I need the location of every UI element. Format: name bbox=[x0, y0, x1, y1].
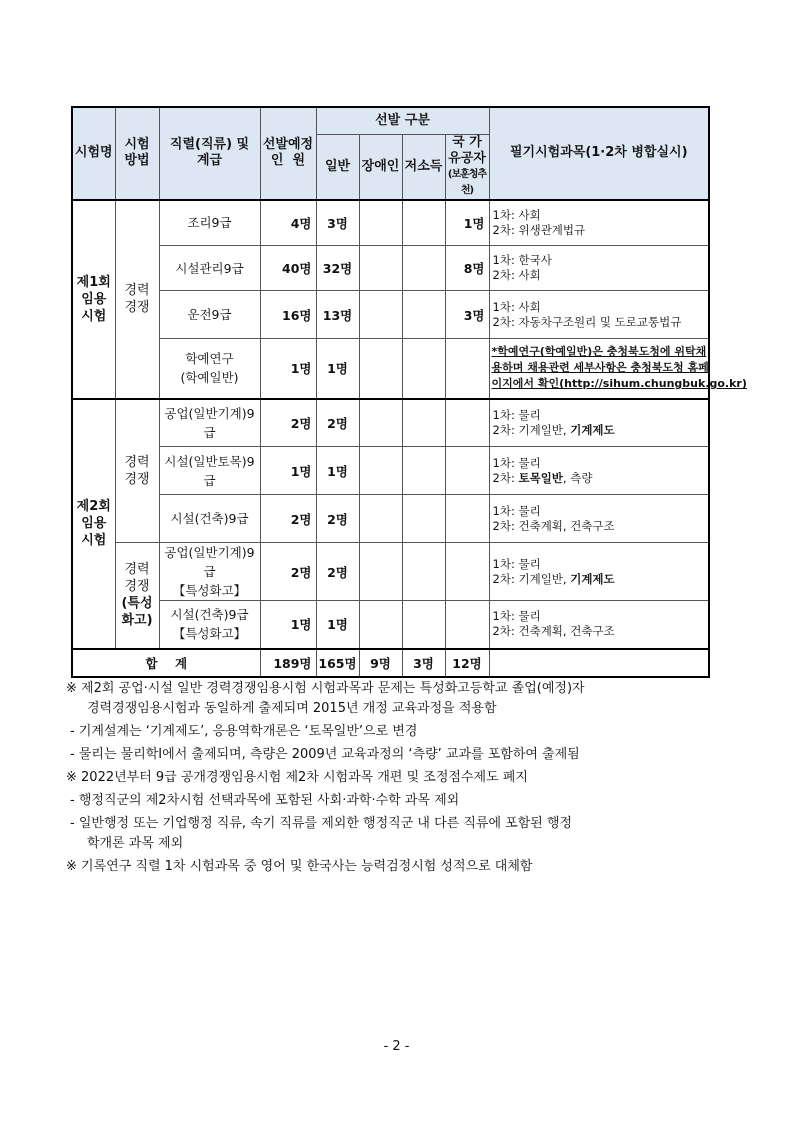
planned-cell: 4명 bbox=[260, 200, 316, 246]
total-low-income: 3명 bbox=[402, 649, 445, 677]
table-row bbox=[72, 246, 709, 291]
planned-cell: 16명 bbox=[260, 291, 316, 339]
header-subjects: 필기시험과목(1·2차 병합실시) bbox=[489, 107, 709, 200]
exam2-method-specialized: 경력 경쟁 (특성 화고) bbox=[115, 543, 159, 649]
planned-cell: 1명 bbox=[260, 601, 316, 649]
disabled-cell bbox=[359, 399, 402, 447]
general-cell: 13명 bbox=[316, 291, 359, 339]
subjects-note-cell: *학예연구(학예일반)은 충청북도청에 위탁채 용하며 채용관련 세부사항은 충청북도청 홈페 이지에서 확인(http://sihum.chungbuk.go.kr) bbox=[489, 339, 709, 399]
note-line: 학개론 과목 제외 bbox=[87, 836, 184, 851]
veteran-cell bbox=[445, 601, 489, 649]
disabled-cell bbox=[359, 447, 402, 495]
subjects-cell: 1차: 사회 2차: 자동차구조원리 및 도로교통법규 bbox=[489, 291, 709, 339]
general-cell: 2명 bbox=[316, 543, 359, 601]
disabled-cell bbox=[359, 339, 402, 399]
position-cell: 시설(건축)9급 【특성화고】 bbox=[159, 601, 260, 649]
table-row bbox=[72, 543, 709, 601]
header-selection-group: 선발 구분 bbox=[316, 107, 489, 134]
disabled-cell bbox=[359, 291, 402, 339]
header-general: 일반 bbox=[316, 134, 359, 200]
total-disabled: 9명 bbox=[359, 649, 402, 677]
table-row bbox=[72, 601, 709, 649]
low-income-cell bbox=[402, 399, 445, 447]
veteran-cell: 1명 bbox=[445, 200, 489, 246]
position-cell: 조리9급 bbox=[159, 200, 260, 246]
low-income-cell bbox=[402, 601, 445, 649]
note-line: ※ 2022년부터 9급 공개경쟁임용시험 제2차 시험과목 개편 및 조정점수제도 폐지 bbox=[66, 770, 528, 785]
exam1-name: 제1회 임용 시험 bbox=[72, 200, 115, 399]
position-cell: 시설(건축)9급 bbox=[159, 495, 260, 543]
note-line: - 일반행정 또는 기업행정 직류, 속기 직류를 제외한 행정직군 내 다른 직류에 포함된 행정 bbox=[70, 816, 573, 831]
table-row bbox=[72, 447, 709, 495]
low-income-cell bbox=[402, 543, 445, 601]
general-cell: 3명 bbox=[316, 200, 359, 246]
total-row bbox=[72, 649, 709, 677]
header-veteran: 국 가 유공자 (보훈청추천) bbox=[445, 134, 489, 200]
veteran-cell: 3명 bbox=[445, 291, 489, 339]
table-row bbox=[72, 339, 709, 399]
total-label: 합 계 bbox=[72, 649, 260, 677]
position-cell: 학예연구 (학예일반) bbox=[159, 339, 260, 399]
planned-cell: 2명 bbox=[260, 495, 316, 543]
disabled-cell bbox=[359, 495, 402, 543]
position-cell: 시설(일반토목)9급 bbox=[159, 447, 260, 495]
general-cell: 1명 bbox=[316, 447, 359, 495]
disabled-cell bbox=[359, 200, 402, 246]
header-method: 시험 방법 bbox=[115, 107, 159, 200]
header-planned: 선발예정 인 원 bbox=[260, 107, 316, 200]
planned-cell: 40명 bbox=[260, 246, 316, 291]
general-cell: 1명 bbox=[316, 339, 359, 399]
header-position: 직렬(직류) 및 계급 bbox=[159, 107, 260, 200]
planned-cell: 2명 bbox=[260, 543, 316, 601]
veteran-cell bbox=[445, 495, 489, 543]
subjects-cell: 1차: 물리 2차: 건축계획, 건축구조 bbox=[489, 495, 709, 543]
note-line: - 행정직군의 제2차시험 선택과목에 포함된 사회·과학·수학 과목 제외 bbox=[70, 793, 460, 808]
position-cell: 공업(일반기계)9급 【특성화고】 bbox=[159, 543, 260, 601]
table-row bbox=[72, 399, 709, 447]
position-cell: 시설관리9급 bbox=[159, 246, 260, 291]
disabled-cell bbox=[359, 246, 402, 291]
general-cell: 1명 bbox=[316, 601, 359, 649]
low-income-cell bbox=[402, 291, 445, 339]
low-income-cell bbox=[402, 495, 445, 543]
subjects-cell: 1차: 물리 2차: 기계일반, 기계제도 bbox=[489, 543, 709, 601]
position-cell: 공업(일반기계)9급 bbox=[159, 399, 260, 447]
disabled-cell bbox=[359, 543, 402, 601]
total-subjects bbox=[489, 649, 709, 677]
total-planned: 189명 bbox=[260, 649, 316, 677]
general-cell: 32명 bbox=[316, 246, 359, 291]
subjects-cell: 1차: 사회 2차: 위생관계법규 bbox=[489, 200, 709, 246]
notes-section bbox=[66, 680, 746, 881]
note-line: ※ 기록연구 직렬 1차 시험과목 중 영어 및 한국사는 능력검정시험 성적으로 대체함 bbox=[66, 859, 533, 874]
position-cell: 운전9급 bbox=[159, 291, 260, 339]
general-cell: 2명 bbox=[316, 399, 359, 447]
veteran-cell bbox=[445, 543, 489, 601]
note-line: - 기계설계는 ‘기계제도’, 응용역학개론은 ‘토목일반’으로 변경 bbox=[70, 724, 418, 739]
low-income-cell bbox=[402, 200, 445, 246]
exam1-method: 경력 경쟁 bbox=[115, 200, 159, 399]
table-row bbox=[72, 291, 709, 339]
header-exam-name: 시험명 bbox=[72, 107, 115, 200]
recruitment-table bbox=[71, 106, 747, 678]
subjects-cell: 1차: 물리 2차: 건축계획, 건축구조 bbox=[489, 601, 709, 649]
recruitment-table-wrapper bbox=[71, 106, 747, 678]
veteran-cell bbox=[445, 399, 489, 447]
note-line: - 물리는 물리학Ⅰ에서 출제되며, 측량은 2009년 교육과정의 ‘측량’ 교과를 포함하여 출제됨 bbox=[70, 747, 580, 762]
table-row bbox=[72, 200, 709, 246]
page-number: - 2 - bbox=[383, 1039, 410, 1054]
header-disabled: 장애인 bbox=[359, 134, 402, 200]
table-row bbox=[72, 495, 709, 543]
planned-cell: 2명 bbox=[260, 399, 316, 447]
total-general: 165명 bbox=[316, 649, 359, 677]
veteran-cell: 8명 bbox=[445, 246, 489, 291]
low-income-cell bbox=[402, 339, 445, 399]
exam2-name: 제2회 임용 시험 bbox=[72, 399, 115, 649]
subjects-cell: 1차: 한국사 2차: 사회 bbox=[489, 246, 709, 291]
planned-cell: 1명 bbox=[260, 447, 316, 495]
total-veteran: 12명 bbox=[445, 649, 489, 677]
note-line: 경력경쟁임용시험과 동일하게 출제되며 2015년 개정 교육과정을 적용함 bbox=[87, 701, 497, 716]
veteran-cell bbox=[445, 447, 489, 495]
subjects-cell: 1차: 물리 2차: 기계일반, 기계제도 bbox=[489, 399, 709, 447]
low-income-cell bbox=[402, 246, 445, 291]
header-low-income: 저소득 bbox=[402, 134, 445, 200]
exam2-method-general: 경력 경쟁 bbox=[115, 399, 159, 543]
planned-cell: 1명 bbox=[260, 339, 316, 399]
low-income-cell bbox=[402, 447, 445, 495]
subjects-cell: 1차: 물리 2차: 토목일반, 측량 bbox=[489, 447, 709, 495]
veteran-cell bbox=[445, 339, 489, 399]
disabled-cell bbox=[359, 601, 402, 649]
general-cell: 2명 bbox=[316, 495, 359, 543]
note-line: ※ 제2회 공업·시설 일반 경력경쟁임용시험 시험과목과 문제는 특성화고등학교 졸업(예정)자 bbox=[66, 681, 585, 696]
